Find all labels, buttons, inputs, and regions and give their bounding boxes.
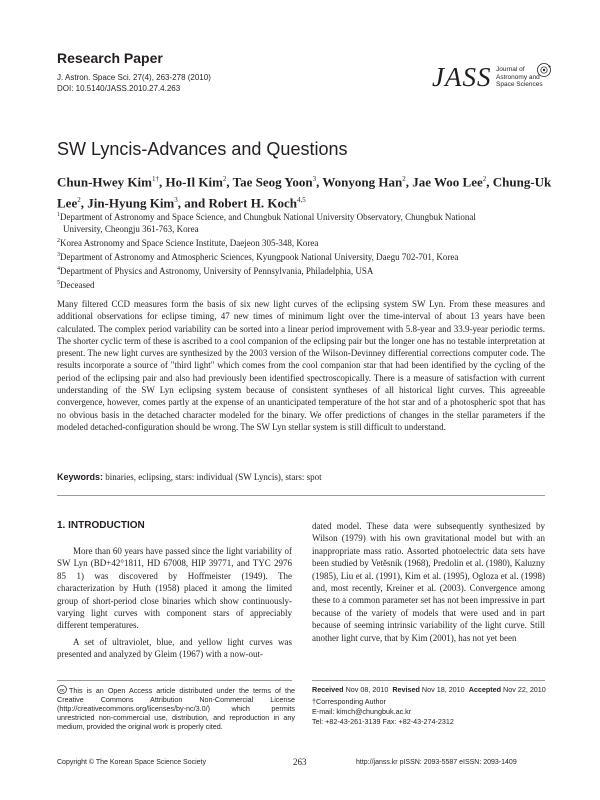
journal-logo (432, 62, 552, 98)
affiliation-number: 1 (57, 212, 60, 218)
revised-date: Nov 18, 2010 (421, 685, 465, 694)
received-label: Received (312, 685, 344, 694)
author-affiliation-mark: 4,5 (296, 196, 306, 205)
author-name: Robert H. Koch (208, 195, 297, 211)
affiliation-text: Department of Physics and Astronomy, University of Pennsylvania, Philadelphia, USA (60, 266, 374, 276)
author-affiliation-mark: 2 (482, 175, 487, 183)
paper-title: SW Lyncis-Advances and Questions (57, 139, 348, 159)
orbit-icon (536, 62, 552, 78)
right-column (312, 520, 545, 644)
author-affiliation-mark: 3 (174, 196, 178, 205)
author-affiliation-mark: 2 (77, 196, 81, 205)
author-list: Chun-Hwey Kim$^{1\dagger}$, Ho-Il Kim$^2$, Tae Seog Yoon$^3$, Wonyong Han$^2$, Jae Woo Lee$^2$, Chung-Uk Lee$^2$, Jin-Hyung Kim$^3$, and Robert H. Koch$^{4,5}$ (57, 174, 552, 211)
author-name: Ho-Il Kim (165, 174, 223, 190)
corresponding-author: †Corresponding Author (312, 697, 386, 706)
intro-paragraph-2: A set of ultraviolet, blue, and yellow light curves was presented and analyzed by Gleim (1967) with a now-out- (57, 636, 292, 660)
author-name: Wonyong Han (322, 174, 403, 190)
affiliation-number: 4 (57, 266, 60, 272)
license-text: This is an Open Access article distributed under the terms of the Creative Commons Attribution Non-Commercial License (http://creativecommons.org/licenses/by-nc/3.0/) which permits unrestricted non-commercial use, distribution, and reproduction in any medium, provided the original work is properly cited. (57, 686, 295, 731)
issn-info: http://janss.kr pISSN: 2093-5587 eISSN: 2093-1409 (356, 759, 517, 766)
divider (312, 680, 545, 681)
affiliation-number: 5 (57, 280, 60, 286)
logo-wordmark: JASS (432, 62, 492, 92)
license-notice (57, 685, 295, 731)
revised-label: Revised (392, 685, 420, 694)
affiliation-text: Deceased (60, 280, 95, 290)
keywords-text: binaries, eclipsing, stars: individual (SW Lyncis), stars: spot (105, 472, 322, 482)
author-name: Tae Seog Yoon (232, 174, 313, 190)
author-name: Jae Woo Lee (412, 174, 483, 190)
affiliation-item (57, 263, 542, 277)
author-and: and (184, 195, 209, 211)
affiliation-text: Korea Astronomy and Space Science Institute, Daejeon 305-348, Korea (60, 238, 319, 248)
copyright: Copyright © The Korean Space Science Society (57, 759, 206, 766)
telephone-fax: Tel: +82-43-261-3139 Fax: +82-43-274-2312 (312, 717, 454, 726)
logo-sub-line: Journal of (496, 66, 525, 73)
page-number: 263 (293, 757, 307, 767)
author-affiliation-mark: 2 (222, 175, 227, 183)
divider (57, 495, 545, 496)
affiliations (57, 209, 542, 291)
affiliation-item (57, 249, 542, 263)
article-dates (312, 685, 552, 727)
svg-text:cc: cc (59, 687, 65, 693)
section-label: Research Paper (57, 50, 163, 66)
author-name: Chung-Uk Lee (57, 174, 552, 211)
affiliation-text: Department of Astronomy and Space Science, and Chungbuk National University Observatory, Chungbuk National (60, 212, 476, 222)
author-affiliation-mark: 3 (312, 175, 317, 183)
accepted-label: Accepted (468, 685, 502, 694)
affiliation-text-continued: University, Cheongju 361-763, Korea (63, 224, 199, 234)
author-name: Jin-Hyung Kim (87, 195, 175, 211)
affiliation-number: 3 (57, 252, 60, 258)
author-name: Chun-Hwey Kim (57, 174, 152, 190)
email: E-mail: kimch@chungbuk.ac.kr (312, 707, 412, 716)
keywords (57, 472, 545, 482)
author-affiliation-mark: 1† (151, 175, 159, 183)
author-affiliation-mark: 2 (402, 175, 406, 183)
intro-paragraph-3: dated model. These data were subsequently synthesized by Wilson (1979) with his own gravitational model but with an inappropriate mass ratio. Assorted photoelectric data sets have been studied by Vetěsník (1968), Predolin et al. (1980), Kaluzny (1985), Liu et al. (1991), Kim et al. (1995), Ogloza et al. (1998) and, most recently, Kreiner et al. (2003). Convergence among these to a common parameter set has not been impressive in part because of the variety of models that were used and in part because of seeming intrinsic variability of the light curve. Still another light curve, that by Kim (2001), has not yet been (312, 521, 545, 643)
creative-commons-icon (57, 685, 67, 694)
journal-reference: J. Astron. Space Sci. 27(4), 263-278 (2010) (57, 73, 211, 82)
affiliation-number: 2 (57, 238, 60, 244)
received-date: Nov 08, 2010 (345, 685, 389, 694)
doi: DOI: 10.5140/JASS.2010.27.4.263 (57, 84, 181, 93)
logo-sub-line: Space Sciences (496, 81, 543, 89)
section-heading: 1. INTRODUCTION (57, 520, 145, 531)
keywords-label: Keywords: (57, 472, 104, 482)
affiliation-text: Department of Astronomy and Atmospheric Sciences, Kyungpook National University, Daegu 702-701, Korea (60, 252, 459, 262)
logo-sub-line: Astronomy and (496, 73, 540, 81)
affiliation-item (57, 209, 542, 235)
accepted-date: Nov 22, 2010 (503, 685, 546, 694)
abstract: Many filtered CCD measures form the basis of six new light curves of the eclipsing system SW Lyn. From these measures and additional observations for eclipse timing, 47 new times of minimum light over the time-interval of about 13 years have been calculated. The complex period variability can be sorted into a linear period improvement with 5.8-year and 33.9-year periodic terms. The shorter cyclic term of these is ascribed to a cool companion of the eclipsing pair but the longer one has no testable interpretation at present. The new light curves are synthesized by the 2003 version of the Wilson-Devinney differential corrections computer code. The results incorporate a source of "third light" which comes from the cool companion star that had been identified by the cycling of the period of the eclipsing pair and also had previously been identified spectroscopically. There is a measure of satisfaction with current understanding of the SW Lyn eclipsing system because of consistent syntheses of all historical light curves. This agreeable convergence, however, comes partly at the expense of an unanticipated temperature of the hot star and of a photospheric spot that has no obvious basis in the detached character modeled for the binary. We offer predictions of changes in the stellar parameters if the modeled detached-configuration should be wrong. The SW Lyn stellar system is still difficult to understand. (57, 299, 545, 432)
intro-paragraph-1: More than 60 years have passed since the light variability of SW Lyn (BD+42°1811, HD 67008, HIP 39771, and TYC 2976 85 1) was discovered by Hoffmeister (1949). The characterization by Huth (1958) placed it among the limited group of short-period close binaries which show continuously-varying light curves with component stars of appreciably different temperatures. (57, 546, 292, 631)
date-line (312, 685, 552, 695)
left-column (57, 545, 292, 661)
affiliation-item (57, 235, 542, 249)
divider (57, 680, 292, 681)
affiliation-item (57, 277, 542, 291)
